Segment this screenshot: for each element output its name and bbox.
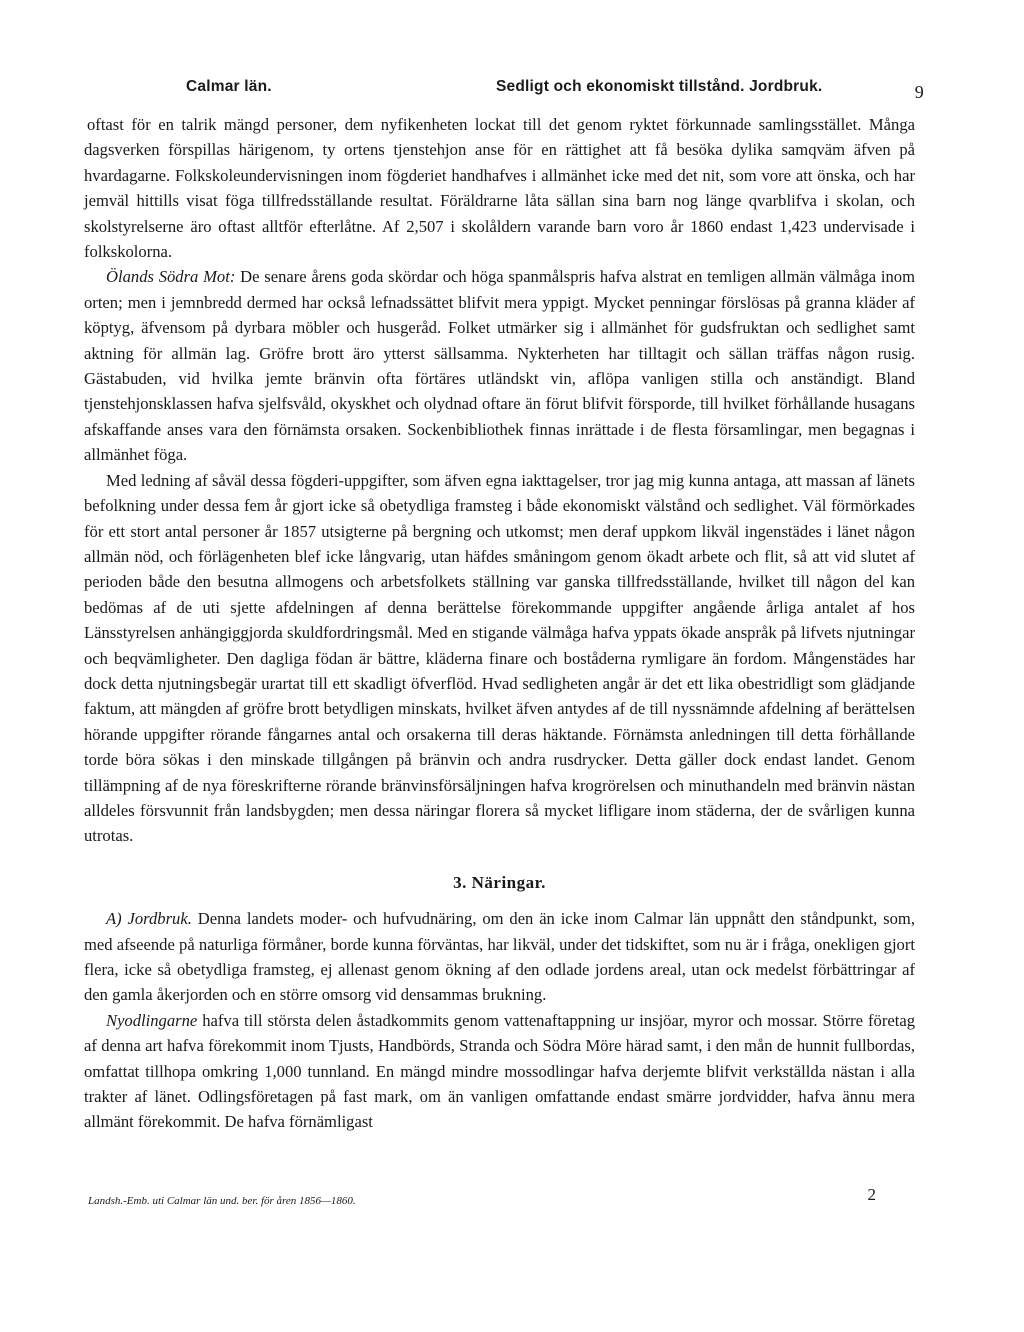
header-section-title: Sedligt och ekonomiskt tillstånd. Jordbruk.: [496, 78, 823, 95]
page-number: 9: [914, 82, 924, 102]
running-header: [186, 72, 924, 100]
footer-note: Landsh.-Emb. uti Calmar län und. ber. för åren 1856—1860.: [88, 1195, 356, 1207]
header-county: Calmar län.: [186, 78, 272, 95]
paragraph-lead-oland: Ölands Södra Mot:: [106, 267, 236, 287]
body-text: [84, 112, 915, 1135]
paragraph-summary: Med ledning af såväl dessa fögderi-uppgifter, som äfven egna iakttagelser, tror jag mig kunna antaga, att massan af länets befolkning under dessa fem år gjort icke så obetydliga framsteg i både ekonomiskt välstånd och sedlighet. Väl förmörkades för ett stort antal personer år 1857 utsigterne på bergning och utkomst; men deraf uppkom likväl ingenstädes i länet någon allmän nöd, och förlägenheten blef icke långvarig, utan häfdes småningom genom ökadt arbete och flit, så att vid slutet af perioden både den besutna allmogens och arbetsfolkets ställning var ganska tillfredsställande, hvilket till någon del kan bedömas af de uti sjette afdelningen af denna berättelse förekommande uppgifter angående årliga antalet af hos Länsstyrelsen anhängiggjorda skuldfordringsmål. Med en stigande välmåga hafva yppats ökade anspråk på lifvets njutningar och beqvämligheter. Den dagliga födan är bättre, kläderna finare och boståderna rymligare än fordom. Mångenstädes har dock detta njutningsbegär urartat till ett skadligt öfverflöd. Hvad sedligheten angår är det ett lika obestridligt som glädjande faktum, att mängden af gröfre brott betydligen minskats, hvilket äfven antydes af de till nyssnämnde afdelning af berättelsen hörande uppgifter rörande fångarnes antal och orsakerna till deras häktande. Förnämsta anledningen till detta förhållande torde böra sökas i den minskade tillgången på bränvin och andra rusdrycker. Detta gäller dock endast landet. Genom tillämpning af de nya föreskrifterne rörande bränvinsförsäljningen hafva krogrörelsen och minuthandeln med bränvin nästan alldeles försvunnit från landsbygden; men dessa näringar florera så mycket lifligare inom städerna, der de svårligen kunna utrotas.: [84, 470, 915, 846]
paragraph-jordbruk: [84, 906, 915, 1008]
page-footer: [88, 1185, 876, 1217]
paragraph-oland-sodra-mot: [84, 264, 915, 467]
paragraph-nyodlingar: [84, 1008, 915, 1135]
paragraph-jordbruk-text: Denna landets moder- och hufvudnäring, om den än icke inom Calmar län uppnått den ståndpunkt, som, med afseende på naturliga förmåner, borde kunna förväntas, har likväl, under det tidskiftet, som nu är i fråga, onekligen gjort flera, icke så obetydliga framsteg, ej allenast genom ökning af den odlade jordens areal, utan ock medelst förbättringar af den gamla åkerjorden och en större omsorg vid densammas brukning.: [84, 909, 915, 1005]
paragraph-schooling: oftast för en talrik mängd personer, dem nyfikenheten lockat till det genom ryktet förkunnade samlingsstället. Många dagsverken förspillas härigenom, ty ortens tjenstehjon anse för en rättighet att få besöka dylika samqväm äfven på hvardagarne. Folkskoleundervisningen inom fögderiet handhafves i allmänhet icke med det nit, som vore att önska, och har jemväl hittills visat föga tillfredsställande resultat. Föräldrarne låta sällan sina barn nog länge qvarblifva i skolan, och skolstyrelserne äro oftast alltför efterlåtne. Af 2,507 i skolåldern varande barn voro år 1860 endast 1,423 undervisade i folkskolorna.: [84, 115, 915, 262]
signature-mark: 2: [867, 1185, 876, 1204]
paragraph-oland-text: De senare årens goda skördar och höga spanmålspris hafva alstrat en temligen allmän välmåga inom orten; men i jemnbredd dermed har också lefnadssättet blifvit mera yppigt. Mycket penningar förslösas på granna kläder af köptyg, äfvensom på dyrbara möbler och husgeråd. Folket utmärker sig i allmänhet för gudsfruktan och sedlighet samt aktning för allmän lag. Gröfre brott äro ytterst sällsamma. Nykterheten har tilltagit och sällan träffas någon rusig. Gästabuden, vid hvilka jemte bränvin ofta förtäres utländskt vin, aflöpa vanligen stilla och anständigt. Bland tjenstehjonsklassen hafva sjelfsvåld, okyskhet och olydnad oftare än förut blifvit försporde, till hvilket förhållande husagans afskaffande anses vara den förnämsta orsaken. Sockenbibliothek finnas inrättade i de flesta församlingar, men begagnas i allmänhet föga.: [84, 267, 916, 465]
section-heading: 3. Näringar.: [453, 872, 546, 892]
paragraph-nyodlingar-text: hafva till största delen åstadkommits genom vattenaftappning ur insjöar, myror och mossar. Större företag af denna art hafva förekommit inom Tjusts, Handbörds, Stranda och Södra Möre härad samt, i den mån de hunnit fullbordas, omfattat tillhopa omkring 1,000 tunnland. En mängd mindre mossodlingar hafva derjemte blifvit verkställda nästan i alla trakter af länet. Odlingsföretagen på fast mark, om än vanligen omfattande endast smärre jordvidder, hafva ännu mera allmänt förekommit. De hafva förnämligast: [84, 1010, 915, 1132]
paragraph-lead-jordbruk: A) Jordbruk.: [106, 909, 192, 929]
paragraph-lead-nyodlingar: Nyodlingarne: [106, 1010, 198, 1030]
